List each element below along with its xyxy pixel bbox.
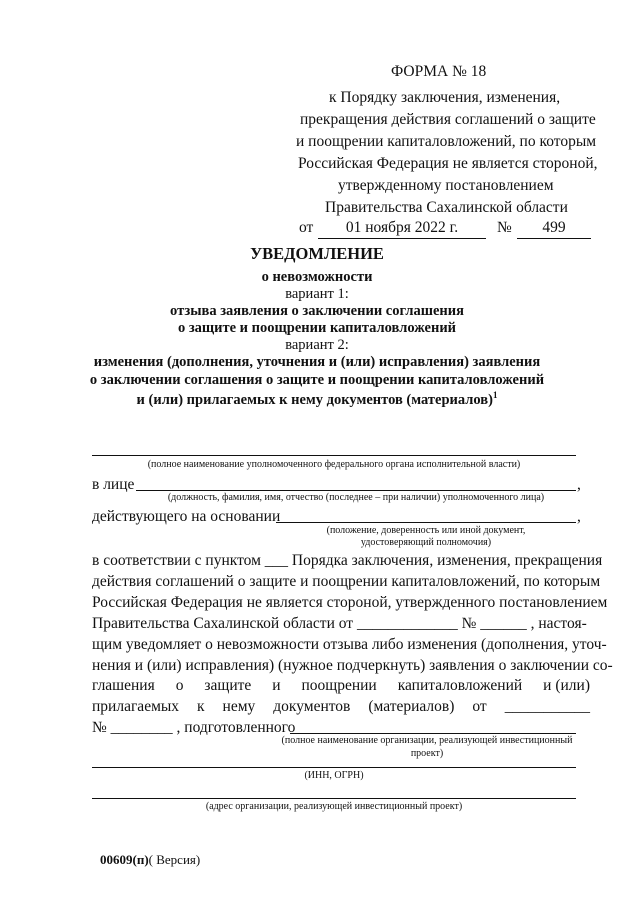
organization-caption-1: (полное наименование организации, реализующей инвестиционный (281, 735, 573, 746)
header-line-1: к Порядку заключения, изменения, (329, 89, 561, 106)
date-underline (318, 238, 486, 239)
title-subject: о невозможности (261, 269, 373, 285)
header-line-2: прекращения действия соглашений о защите (300, 111, 596, 128)
header-line-4: Российская Федерация не является стороной, (298, 155, 598, 172)
in-person-comma: , (577, 476, 581, 493)
body-line-1: в соответствии с пунктом ___ Порядка заключения, изменения, прекращения (92, 552, 603, 569)
authority-field-line[interactable] (92, 455, 576, 456)
document-title: УВЕДОМЛЕНИЕ (250, 244, 384, 263)
variant-1-line-1: отзыва заявления о заключении соглашения (170, 303, 464, 319)
acting-basis-caption-2: удостоверяющий полномочия) (360, 537, 492, 548)
inn-ogrn-caption: (ИНН, ОГРН) (304, 770, 364, 781)
body-line-8: прилагаемых к нему документов (материалов) от ___________ (92, 698, 590, 715)
number-underline (517, 238, 591, 239)
date-label: от (299, 219, 314, 236)
variant-2-line-3: и (или) прилагаемых к нему документов (материалов)$^1$ (136, 390, 498, 408)
resolution-number: 499 (542, 219, 566, 236)
organization-field-line[interactable] (290, 733, 576, 734)
body-line-2: действия соглашений о защите и поощрении капиталовложений, по которым (92, 573, 601, 590)
in-person-field-line[interactable] (136, 490, 576, 491)
in-person-label: в лице (92, 476, 135, 493)
organization-caption-2: проект) (410, 748, 444, 759)
variant-1-line-2: о защите и поощрении капиталовложений (177, 320, 457, 336)
acting-basis-caption-1: (положение, доверенность или иной документ, (326, 525, 526, 536)
body-line-5: щим уведомляет о невозможности отзыва либо изменения (дополнения, уточ- (92, 636, 607, 653)
footnote-marker: 1 (492, 390, 498, 400)
variant-2-line-2: о заключении соглашения о защите и поощрении капиталовложений (89, 372, 545, 388)
body-line-3: Российская Федерация не является стороной, утвержденного постановлением (92, 594, 608, 611)
variant-2-line-1: изменения (дополнения, уточнения и (или) исправления) заявления (93, 354, 541, 370)
header-line-3: и поощрении капиталовложений, по которым (296, 133, 597, 150)
authority-caption: (полное наименование уполномоченного федерального органа исполнительной власти) (147, 459, 521, 470)
in-person-caption: (должность, фамилия, имя, отчество (последнее – при наличии) уполномоченного лица) (167, 492, 545, 503)
body-line-4: Правительства Сахалинской области от _____________ № ______ , настоя- (92, 615, 587, 632)
inn-ogrn-field-line[interactable] (92, 767, 576, 768)
document-code: 00609(п)( Версия) (100, 852, 201, 867)
acting-basis-label: действующего на основании (92, 508, 281, 525)
acting-basis-comma: , (577, 508, 581, 525)
number-label: № (497, 219, 512, 236)
address-field-line[interactable] (92, 798, 576, 799)
body-line-9: № ________ , подготовленного (92, 719, 296, 736)
header-line-5: утвержденному постановлением (338, 177, 554, 194)
variant-2-label: вариант 2: (285, 337, 349, 353)
resolution-date: 01 ноября 2022 г. (345, 219, 459, 236)
acting-basis-field-line[interactable] (276, 522, 576, 523)
body-line-6: нения и (или) исправления) (нужное подчеркнуть) заявления о заключении со- (92, 657, 613, 674)
body-line-7: глашения о защите и поощрении капиталовложений и (или) (92, 677, 590, 694)
header-line-6: Правительства Сахалинской области (325, 199, 568, 216)
variant-1-label: вариант 1: (285, 286, 349, 302)
form-number-title: ФОРМА № 18 (391, 63, 487, 80)
address-caption: (адрес организации, реализующей инвестиционный проект) (205, 801, 463, 812)
